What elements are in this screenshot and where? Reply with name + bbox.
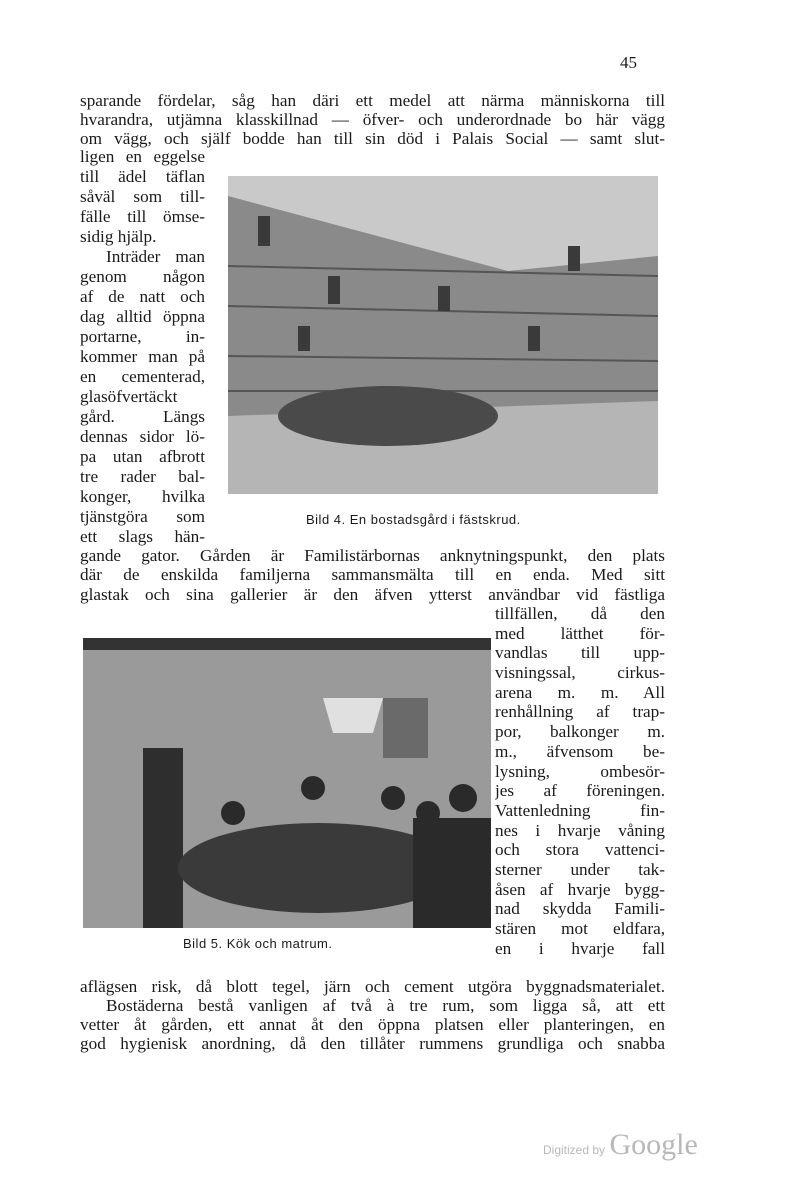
text-line: portarne, in- xyxy=(80,327,205,346)
text-block-middle xyxy=(80,546,665,604)
text-line: genom någon xyxy=(80,267,205,286)
text-line: nes i hvarje våning xyxy=(495,820,665,840)
text-line: vetter åt gården, ett annat åt den öppna platsen eller planteringen, en xyxy=(80,1015,665,1034)
text-line: gård. Längs xyxy=(80,407,205,426)
google-watermark xyxy=(543,1128,698,1162)
text-line: tjänstgöra som xyxy=(80,507,205,526)
text-line: af de natt och xyxy=(80,287,205,306)
text-line: pa utan afbrott xyxy=(80,447,205,466)
text-line: jes af föreningen. xyxy=(495,781,665,801)
text-line: arena m. m. All xyxy=(495,682,665,702)
text-line: glastak och sina gallerier är den äfven ytterst användbar vid fästliga xyxy=(80,584,665,604)
text-line: en cementerad, xyxy=(80,367,205,386)
text-line: lysning, ombesör- xyxy=(495,761,665,781)
text-line: åsen af hvarje bygg- xyxy=(495,879,665,899)
figure-caption-5: Bild 5. Kök och matrum. xyxy=(183,936,333,951)
watermark-prefix: Digitized by xyxy=(543,1143,606,1157)
text-line: visningssal, cirkus- xyxy=(495,663,665,683)
photo-courtyard xyxy=(228,176,658,494)
text-line: tre rader bal- xyxy=(80,467,205,486)
text-line: m., äfvensom be- xyxy=(495,741,665,761)
text-line: renhållning af trap- xyxy=(495,702,665,722)
text-line: hvarandra, utjämna klasskillnad — öfver- och underordnade bo här vägg xyxy=(80,110,665,129)
text-block-right-column xyxy=(495,604,665,958)
text-line: med lätthet för- xyxy=(495,623,665,643)
text-line: såväl som till- xyxy=(80,187,205,206)
text-line: gande gator. Gården är Familistärbornas anknytningspunkt, den plats xyxy=(80,546,665,565)
text-line: Vattenledning fin- xyxy=(495,800,665,820)
text-block-left-column xyxy=(80,147,205,547)
text-line: dennas sidor lö- xyxy=(80,427,205,446)
text-line: en i hvarje fall xyxy=(495,938,665,958)
text-line: ett slags hän- xyxy=(80,527,205,546)
text-line: dag alltid öppna xyxy=(80,307,205,326)
text-line: Bostäderna bestå vanligen af två à tre rum, som ligga så, att ett xyxy=(106,996,665,1015)
photo-kitchen xyxy=(83,638,491,928)
text-line: där de enskilda familjerna sammansmälta till en enda. Med sitt xyxy=(80,565,665,585)
text-line: fälle till ömse- xyxy=(80,207,205,226)
page-number: 45 xyxy=(620,53,637,72)
figure-caption-4: Bild 4. En bostadsgård i fästskrud. xyxy=(306,512,521,527)
text-block-top xyxy=(80,91,665,148)
google-logo: Google xyxy=(609,1128,698,1161)
text-line: glasöfvertäckt xyxy=(80,387,178,406)
text-line: nad skydda Famili- xyxy=(495,899,665,919)
text-block-bottom xyxy=(80,977,665,1053)
text-line: om vägg, och själf bodde han till sin död i Palais Social — samt slut- xyxy=(80,129,665,148)
text-line: tillfällen, då den xyxy=(495,604,665,623)
text-line: sparande fördelar, såg han däri ett medel att närma människorna till xyxy=(80,91,665,110)
text-line: sterner under tak- xyxy=(495,859,665,879)
text-line: por, balkonger m. xyxy=(495,722,665,742)
text-line: till ädel täflan xyxy=(80,167,205,186)
text-line: sidig hjälp. xyxy=(80,227,157,246)
text-line: vandlas till upp- xyxy=(495,643,665,663)
text-line: stären mot eldfara, xyxy=(495,919,665,938)
text-line: aflägsen risk, då blott tegel, järn och cement utgöra byggnadsmaterialet. xyxy=(80,977,665,996)
text-line: kommer man på xyxy=(80,347,205,366)
text-line: konger, hvilka xyxy=(80,487,205,506)
text-line: och stora vattenci- xyxy=(495,840,665,860)
text-line: god hygienisk anordning, då den tillåter rummens grundliga och snabba xyxy=(80,1034,665,1053)
text-line: Inträder man xyxy=(106,247,205,266)
text-line: ligen en eggelse xyxy=(80,147,205,166)
